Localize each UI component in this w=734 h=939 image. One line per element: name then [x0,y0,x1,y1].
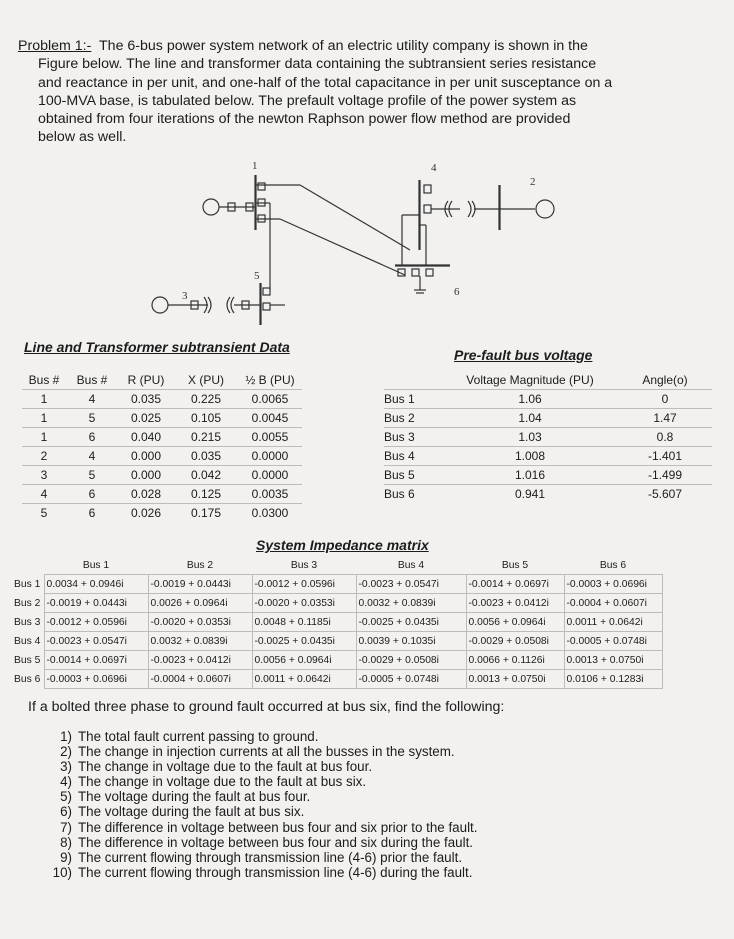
table-cell: Bus 4 [384,447,442,466]
list-item [38,835,477,850]
table-cell: 1 [22,390,66,409]
line-col-header: Bus # [76,373,108,387]
table-cell: 1 [22,409,66,428]
bus-label-5: 5 [254,270,260,282]
table-cell: 0.0011 + 0.0642i [564,613,662,632]
problem-label: Problem 1:- [18,38,92,54]
list-item [38,774,477,789]
table-cell: 0.040 [118,428,174,447]
line-col-header: X (PU) [188,373,224,387]
generator-3-symbol [152,297,168,313]
impedance-row-label: Bus 6 [14,673,41,685]
table-cell: -0.0003 + 0.0696i [44,670,148,689]
table-cell: 3 [22,466,66,485]
table-cell: 0.0056 + 0.0964i [466,613,564,632]
problem-line-6: below as well. [38,129,127,146]
table-cell: Bus 3 [384,428,442,447]
table-cell: 0.0039 + 0.1035i [356,632,466,651]
table-cell: 0.0000 [238,447,302,466]
table-cell: 6 [66,485,118,504]
table-cell: -0.0005 + 0.0748i [356,670,466,689]
item-number: 7) [60,819,72,835]
prefault-header-row [384,371,712,390]
table-cell: 0 [618,390,712,409]
table-row [384,485,712,504]
table-cell: -0.0023 + 0.0547i [44,632,148,651]
impedance-title: System Impedance matrix [256,537,429,553]
table-row [384,428,712,447]
item-text: The difference in voltage between bus four and six during the fault. [78,834,474,850]
table-cell: -0.0020 + 0.0353i [252,594,356,613]
table-row [12,651,662,670]
table-cell: -0.0004 + 0.0607i [148,670,252,689]
line-col-header: ½ B (PU) [245,373,295,387]
table-row [22,466,302,485]
table-cell: Bus 2 [384,409,442,428]
table-cell: -5.607 [618,485,712,504]
list-item [38,759,477,774]
table-cell: 4 [22,485,66,504]
table-cell: -0.0029 + 0.0508i [466,632,564,651]
item-number: 1) [60,729,72,744]
impedance-matrix [12,556,663,689]
bus-label-3: 3 [182,290,188,302]
table-row [12,575,662,594]
table-cell: 0.0000 [238,466,302,485]
table-row [22,428,302,447]
problem-line-4: 100-MVA base, is tabulated below. The prefault voltage profile of the power system as [38,92,577,109]
table-cell: -0.0005 + 0.0748i [564,632,662,651]
table-cell: 0.000 [118,466,174,485]
item-number: 6) [60,804,72,820]
impedance-row-label: Bus 1 [14,578,41,590]
table-row [12,632,662,651]
table-cell: 0.0106 + 0.1283i [564,670,662,689]
table-cell: 0.0013 + 0.0750i [564,651,662,670]
table-row [22,390,302,409]
table-row [384,466,712,485]
item-text: The voltage during the fault at bus six. [78,804,305,820]
table-cell: -0.0004 + 0.0607i [564,594,662,613]
impedance-col-header: Bus 6 [599,559,627,571]
table-cell: 2 [22,447,66,466]
table-cell: 0.0032 + 0.0839i [148,632,252,651]
problem-line-1 [18,37,690,55]
table-row [22,485,302,504]
table-cell: 0.0056 + 0.0964i [252,651,356,670]
table-row [12,594,662,613]
table-cell: 0.0034 + 0.0946i [44,575,148,594]
table-cell: -0.0023 + 0.0412i [148,651,252,670]
problem-line-2: Figure below. The line and transformer data containing the subtransient series resistance [38,56,597,73]
table-cell: -1.401 [618,447,712,466]
item-text: The current flowing through transmission line (4-6) during the fault. [78,864,473,880]
item-number: 8) [60,834,72,850]
impedance-row-label: Bus 2 [14,597,41,609]
table-cell: 0.0048 + 0.1185i [252,613,356,632]
table-cell: 1.03 [442,428,618,447]
line-data-header-row [22,371,302,390]
table-cell: 0.0065 [238,390,302,409]
table-cell: 0.0026 + 0.0964i [148,594,252,613]
table-cell: 6 [66,428,118,447]
table-cell: 0.000 [118,447,174,466]
problem-line-3: and reactance in per unit, and one-half of the total capacitance in per unit susceptance on a [38,74,613,91]
problem-text-1: The 6-bus power system network of an electric utility company is shown in the [99,38,588,54]
table-cell: 5 [66,409,118,428]
table-cell: Bus 6 [384,485,442,504]
table-cell: 0.8 [618,428,712,447]
table-cell: 0.125 [174,485,238,504]
table-cell: 5 [66,466,118,485]
item-number: 3) [60,759,72,775]
bus-label-2: 2 [530,176,536,188]
impedance-row-label: Bus 4 [14,635,41,647]
table-cell: 1.016 [442,466,618,485]
table-cell: 0.0032 + 0.0839i [356,594,466,613]
table-cell: 5 [22,504,66,523]
item-text: The change in injection currents at all the busses in the system. [78,744,455,760]
table-cell: 0.0066 + 0.1126i [466,651,564,670]
table-cell: 0.0011 + 0.0642i [252,670,356,689]
table-cell: Bus 5 [384,466,442,485]
prefault-title: Pre-fault bus voltage [454,347,593,363]
list-item [38,729,477,744]
table-cell: 1.06 [442,390,618,409]
line-col-header: R (PU) [127,373,165,387]
impedance-col-header: Bus 2 [186,559,214,571]
table-row [384,409,712,428]
table-cell: 0.225 [174,390,238,409]
table-cell: 0.0035 [238,485,302,504]
table-cell: 1.47 [618,409,712,428]
table-cell: 0.026 [118,504,174,523]
table-cell: -0.0020 + 0.0353i [148,613,252,632]
item-text: The current flowing through transmission line (4-6) prior the fault. [78,849,463,865]
table-cell: -0.0014 + 0.0697i [466,575,564,594]
item-number: 2) [60,744,72,760]
table-row [384,390,712,409]
table-cell: -1.499 [618,466,712,485]
table-row [384,447,712,466]
table-cell: 1 [22,428,66,447]
line-col-header: Bus # [28,373,60,387]
table-cell: -0.0025 + 0.0435i [252,632,356,651]
generator-2-symbol [536,200,554,218]
table-cell: 0.941 [442,485,618,504]
problem-statement [18,37,690,147]
impedance-header-row [12,556,662,575]
item-text: The change in voltage due to the fault at bus six. [78,774,367,790]
table-cell: -0.0012 + 0.0596i [44,613,148,632]
bus-label-6: 6 [454,286,460,298]
table-cell: 4 [66,447,118,466]
table-cell: -0.0019 + 0.0443i [44,594,148,613]
table-cell: Bus 1 [384,390,442,409]
item-text: The voltage during the fault at bus four. [78,789,311,805]
list-item [38,744,477,759]
table-cell: 0.035 [118,390,174,409]
list-item [38,804,477,819]
prefault-col-header: Angle(o) [642,373,688,387]
prefault-col-header: Voltage Magnitude (PU) [466,373,594,387]
table-row [22,447,302,466]
bus-label-1: 1 [252,160,258,172]
line-data-table [22,371,302,522]
table-row [12,670,662,689]
table-cell: 0.028 [118,485,174,504]
generator-1-symbol [203,199,219,215]
table-row [22,409,302,428]
list-item [38,820,477,835]
table-cell: 1.04 [442,409,618,428]
impedance-row-label: Bus 5 [14,654,41,666]
table-cell: -0.0012 + 0.0596i [252,575,356,594]
table-cell: -0.0019 + 0.0443i [148,575,252,594]
table-cell: -0.0025 + 0.0435i [356,613,466,632]
table-row [12,613,662,632]
table-cell: 4 [66,390,118,409]
table-cell: 0.0013 + 0.0750i [466,670,564,689]
prefault-col-header [384,371,442,390]
bus-label-4: 4 [431,162,437,174]
item-text: The difference in voltage between bus four and six prior to the fault. [78,819,478,835]
table-cell: 0.0300 [238,504,302,523]
table-cell: 0.215 [174,428,238,447]
item-number: 5) [60,789,72,805]
list-item [38,850,477,865]
table-cell: 0.025 [118,409,174,428]
table-cell: 0.105 [174,409,238,428]
table-cell: 0.042 [174,466,238,485]
list-item [38,789,477,804]
item-text: The change in voltage due to the fault at bus four. [78,759,373,775]
item-number: 10) [52,864,72,880]
impedance-col-header: Bus 4 [397,559,425,571]
table-cell: -0.0003 + 0.0696i [564,575,662,594]
item-text: The total fault current passing to ground. [78,729,319,744]
problem-line-5: obtained from four iterations of the newton Raphson power flow method are provided [38,111,571,128]
item-number: 4) [60,774,72,790]
prefault-table [384,371,712,503]
impedance-col-header: Bus 5 [501,559,529,571]
table-cell: 0.0045 [238,409,302,428]
question-intro: If a bolted three phase to ground fault occurred at bus six, find the following: [28,699,505,715]
impedance-row-label: Bus 3 [14,616,41,628]
impedance-col-header: Bus 1 [82,559,110,571]
line-data-title: Line and Transformer subtransient Data [24,339,290,355]
table-cell: 0.035 [174,447,238,466]
table-row [22,504,302,523]
table-cell: 0.175 [174,504,238,523]
impedance-col-header: Bus 3 [290,559,318,571]
table-cell: -0.0023 + 0.0412i [466,594,564,613]
table-cell: 0.0055 [238,428,302,447]
table-cell: -0.0023 + 0.0547i [356,575,466,594]
list-item [38,865,477,880]
table-cell: 1.008 [442,447,618,466]
table-cell: -0.0029 + 0.0508i [356,651,466,670]
question-list [38,729,477,880]
one-line-diagram [182,155,560,330]
table-cell: 6 [66,504,118,523]
table-cell: -0.0014 + 0.0697i [44,651,148,670]
item-number: 9) [60,849,72,865]
